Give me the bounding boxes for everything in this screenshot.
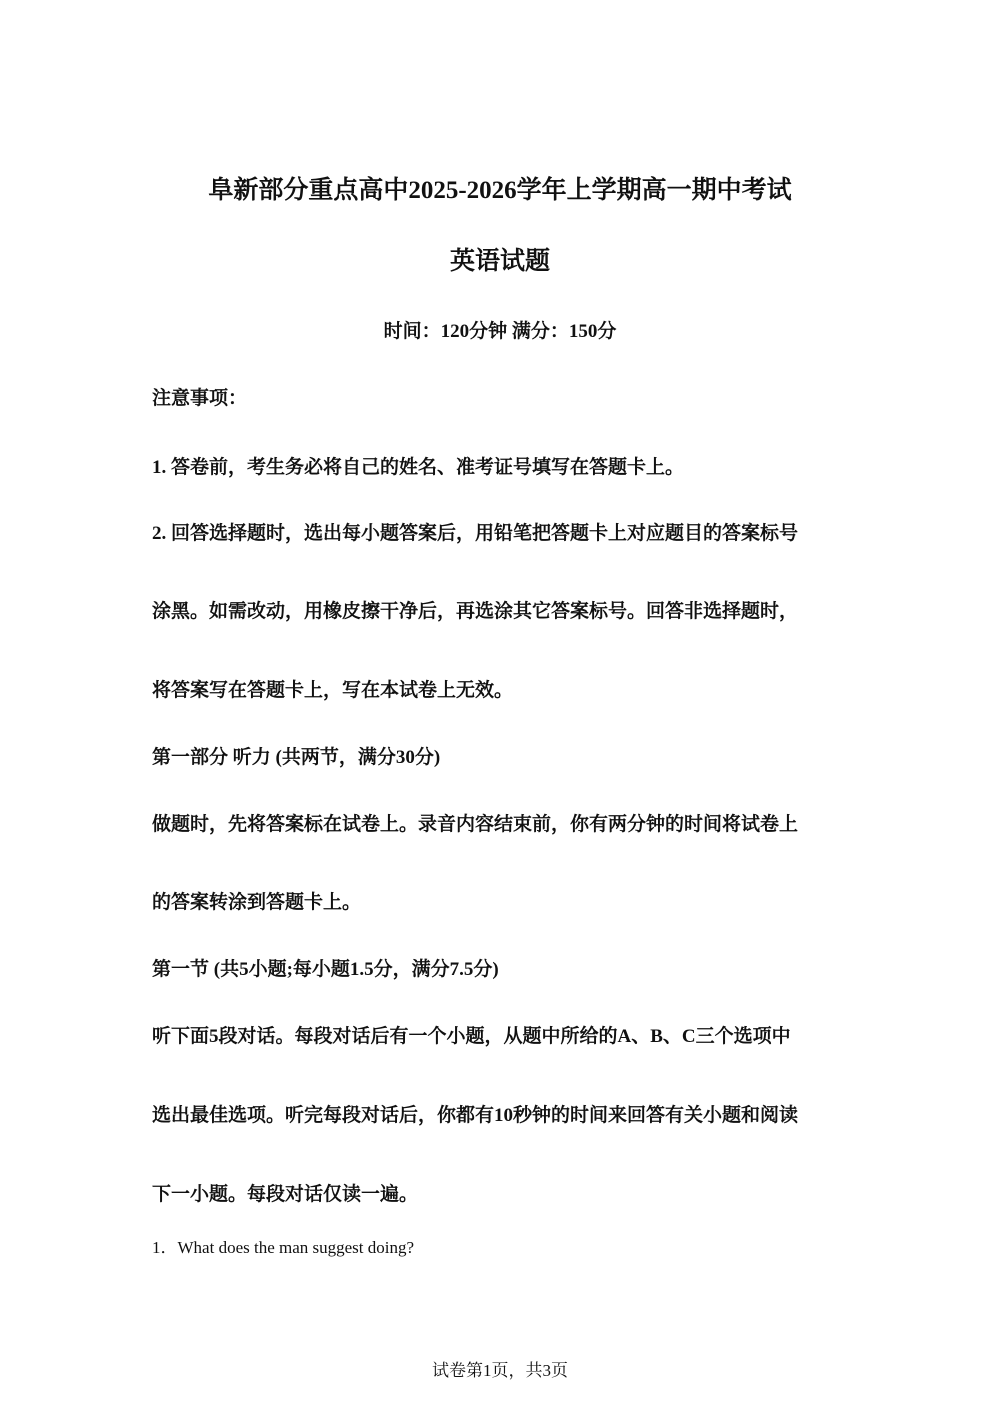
notice-line-1: 1. 答卷前，考生务必将自己的姓名、准考证号填写在答题卡上。 (152, 457, 685, 478)
section1-instruction-3: 下一小题。每段对话仅读一遍。 (152, 1184, 419, 1205)
part1-instruction-1: 做题时，先将答案标在试卷上。录音内容结束前，你有两分钟的时间将试卷上 (152, 814, 799, 835)
section1-instruction-2: 选出最佳选项。听完每段对话后，你都有10秒钟的时间来回答有关小题和阅读 (152, 1105, 799, 1126)
section1-instruction-1: 听下面5段对话。每段对话后有一个小题，从题中所给的A、B、C三个选项中 (152, 1026, 791, 1047)
section1-heading: 第一节 (共5小题;每小题1.5分，满分7.5分) (152, 959, 499, 980)
notice-heading: 注意事项： (152, 388, 248, 409)
page-footer: 试卷第1页，共3页 (432, 1361, 568, 1380)
notice-line-3: 涂黑。如需改动，用橡皮擦干净后，再选涂其它答案标号。回答非选择题时， (152, 601, 799, 622)
question-1: 1．What does the man suggest doing? (152, 1238, 415, 1257)
notice-line-4: 将答案写在答题卡上，写在本试卷上无效。 (152, 680, 514, 701)
part1-instruction-2: 的答案转涂到答题卡上。 (152, 892, 362, 913)
exam-time-score: 时间：120分钟 满分：150分 (383, 321, 617, 342)
part1-heading: 第一部分 听力 (共两节，满分30分) (152, 747, 441, 768)
exam-subtitle: 英语试题 (449, 248, 550, 275)
exam-title: 阜新部分重点高中2025-2026学年上学期高一期中考试 (208, 177, 792, 204)
notice-line-2: 2. 回答选择题时，选出每小题答案后，用铅笔把答题卡上对应题目的答案标号 (152, 523, 799, 544)
